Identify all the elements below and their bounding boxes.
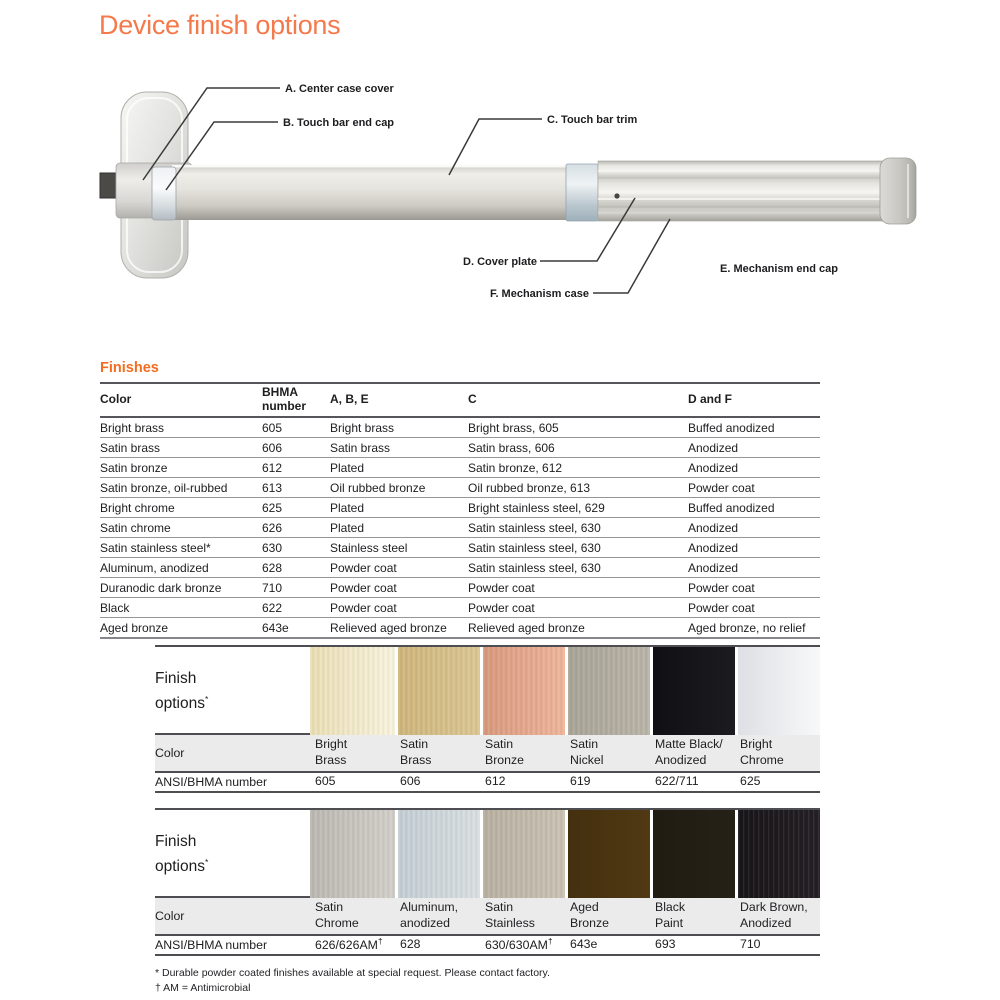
finish-options-table-2 [155, 808, 820, 956]
ansi-row-label: ANSI/BHMA number [155, 938, 268, 952]
finish-cell: 622 [262, 598, 330, 618]
finish-cell: Satin brass, 606 [468, 438, 688, 458]
finish-cell: Anodized [688, 538, 820, 558]
ansi-value: 628 [400, 937, 421, 951]
color-name-row [155, 896, 820, 934]
swatch-name: Satin Brass [400, 737, 432, 767]
finish-cell: Bright brass [330, 417, 468, 438]
finish-options-label: Finish options* [155, 647, 310, 733]
finish-cell: Bright brass [100, 417, 262, 438]
color-swatch [480, 810, 565, 898]
column-header-bhma: BHMA number [262, 383, 330, 417]
ansi-value: 622/711 [655, 774, 699, 788]
finish-cell: Anodized [688, 438, 820, 458]
color-swatch [735, 810, 820, 898]
diagram-label-mechanism-case: F. Mechanism case [489, 288, 589, 300]
ansi-number-row [155, 771, 820, 793]
finish-cell: Satin chrome [100, 518, 262, 538]
finish-cell: Powder coat [330, 558, 468, 578]
finish-cell: Bright chrome [100, 498, 262, 518]
finish-cell: Bright brass, 605 [468, 417, 688, 438]
finish-cell: 628 [262, 558, 330, 578]
color-swatch [735, 647, 820, 735]
color-swatch [650, 810, 735, 898]
finish-cell: Powder coat [468, 578, 688, 598]
finishes-heading: Finishes [100, 360, 159, 376]
swatch-name: Dark Brown, Anodized [740, 900, 808, 930]
finish-cell: Satin brass [100, 438, 262, 458]
diagram-label-touch-bar-trim: C. Touch bar trim [547, 114, 638, 126]
color-name-row [155, 733, 820, 771]
mechanism-end-cap [880, 158, 916, 224]
finish-cell: Powder coat [330, 578, 468, 598]
finish-cell: Powder coat [688, 478, 820, 498]
finish-cell: Relieved aged bronze [330, 618, 468, 639]
column-header-dandf: D and F [688, 383, 820, 417]
finish-cell: Relieved aged bronze [468, 618, 688, 639]
column-header-color: Color [100, 383, 262, 417]
touch-bar-end-cap [152, 167, 176, 220]
ansi-value: 619 [570, 774, 591, 788]
color-swatch [310, 810, 395, 898]
finishes-header-row [100, 383, 820, 417]
footnote-antimicrobial: † AM = Antimicrobial [155, 982, 251, 995]
device-diagram [0, 0, 1000, 340]
finish-cell: Duranodic dark bronze [100, 578, 262, 598]
touch-bar [172, 165, 572, 220]
swatch-name: Satin Bronze [485, 737, 524, 767]
finishes-table [100, 382, 820, 639]
footnote-marker: * [204, 856, 209, 867]
finish-cell: 643e [262, 618, 330, 639]
color-swatch [480, 647, 565, 735]
ansi-value: 626/626AM† [315, 935, 383, 953]
finish-cell: Aged bronze, no relief [688, 618, 820, 639]
ansi-value: 710 [740, 937, 761, 951]
swatch-band [155, 808, 820, 896]
column-header-c: C [468, 383, 688, 417]
color-swatch [395, 647, 480, 735]
finish-options-table-1 [155, 645, 820, 793]
finish-cell: Satin bronze, 612 [468, 458, 688, 478]
finish-cell: Black [100, 598, 262, 618]
finish-cell: Powder coat [330, 598, 468, 618]
ansi-value: 612 [485, 774, 506, 788]
leader-line-f [593, 219, 670, 293]
finish-cell: Bright stainless steel, 629 [468, 498, 688, 518]
finish-cell: Satin stainless steel, 630 [468, 558, 688, 578]
finish-cell: Plated [330, 458, 468, 478]
finish-cell: Oil rubbed bronze, 613 [468, 478, 688, 498]
footnote-marker: * [204, 693, 209, 704]
column-header-abe: A, B, E [330, 383, 468, 417]
finish-cell: Satin stainless steel* [100, 538, 262, 558]
color-row-label: Color [155, 746, 185, 760]
ansi-value: 693 [655, 937, 676, 951]
color-row-label: Color [155, 909, 185, 923]
finish-row [100, 478, 820, 498]
swatch-name: Aluminum, anodized [400, 900, 459, 930]
finish-cell: 710 [262, 578, 330, 598]
finish-cell: Anodized [688, 458, 820, 478]
ansi-value: 625 [740, 774, 761, 788]
exit-device-illustration [100, 92, 916, 278]
ansi-number-row [155, 934, 820, 956]
finish-cell: Aged bronze [100, 618, 262, 639]
finishes-section [100, 360, 820, 639]
color-swatch [650, 647, 735, 735]
swatch-name: Black Paint [655, 900, 686, 930]
finish-cell: 612 [262, 458, 330, 478]
finish-options-label: Finish options* [155, 810, 310, 896]
swatch-name: Aged Bronze [570, 900, 609, 930]
finish-cell: Stainless steel [330, 538, 468, 558]
finish-cell: 626 [262, 518, 330, 538]
diagram-label-mechanism-end-cap: E. Mechanism end cap [720, 263, 838, 275]
ansi-row-label: ANSI/BHMA number [155, 775, 268, 789]
color-swatch [395, 810, 480, 898]
ansi-value: 605 [315, 774, 336, 788]
screw-dot [614, 193, 619, 198]
finish-row [100, 598, 820, 618]
diagram-label-center-case-cover: A. Center case cover [285, 83, 394, 95]
swatch-name: Bright Chrome [740, 737, 784, 767]
ansi-value: 630/630AM† [485, 935, 553, 953]
color-swatch [565, 647, 650, 735]
finish-cell: Powder coat [468, 598, 688, 618]
finish-row [100, 458, 820, 478]
finish-row [100, 618, 820, 639]
color-swatch [565, 810, 650, 898]
finish-cell: Anodized [688, 518, 820, 538]
finish-cell: Satin bronze, oil-rubbed [100, 478, 262, 498]
finish-cell: Satin bronze [100, 458, 262, 478]
footnotes [155, 966, 550, 996]
swatch-name: Matte Black/ Anodized [655, 737, 723, 767]
finish-row [100, 578, 820, 598]
diagram-label-cover-plate: D. Cover plate [463, 256, 537, 268]
ansi-value: 606 [400, 774, 421, 788]
finish-cell: Oil rubbed bronze [330, 478, 468, 498]
swatch-name: Satin Nickel [570, 737, 604, 767]
finish-cell: Powder coat [688, 598, 820, 618]
finish-row [100, 438, 820, 458]
finish-row [100, 498, 820, 518]
finish-row [100, 518, 820, 538]
finish-cell: Plated [330, 498, 468, 518]
finish-cell: Powder coat [688, 578, 820, 598]
finish-row [100, 417, 820, 438]
page-title: Device finish options [99, 10, 341, 40]
color-swatch [310, 647, 395, 735]
finish-cell: Buffed anodized [688, 498, 820, 518]
finish-cell: Satin stainless steel, 630 [468, 538, 688, 558]
finish-cell: 606 [262, 438, 330, 458]
finish-cell: 630 [262, 538, 330, 558]
touch-bar-highlight [172, 165, 572, 168]
diagram-label-touch-bar-end-cap: B. Touch bar end cap [283, 117, 395, 129]
ansi-value: 643e [570, 937, 598, 951]
swatch-name: Satin Stainless [485, 900, 535, 930]
footnote-powder-coat: * Durable powder coated finishes available at special request. Please contact factory. [155, 967, 550, 979]
footnote-marker: † [377, 935, 383, 946]
finish-cell: Satin brass [330, 438, 468, 458]
finish-cell: Aluminum, anodized [100, 558, 262, 578]
finish-cell: Satin stainless steel, 630 [468, 518, 688, 538]
finish-row [100, 558, 820, 578]
finish-cell: Plated [330, 518, 468, 538]
finish-row [100, 538, 820, 558]
mechanism-case [598, 161, 884, 221]
finish-cell: 605 [262, 417, 330, 438]
latch-bolt [100, 173, 118, 198]
cover-plate [566, 164, 598, 221]
finish-cell: 613 [262, 478, 330, 498]
swatch-name: Satin Chrome [315, 900, 359, 930]
footnote-marker: † [547, 935, 553, 946]
swatch-name: Bright Brass [315, 737, 348, 767]
finish-cell: 625 [262, 498, 330, 518]
finish-cell: Buffed anodized [688, 417, 820, 438]
swatch-band [155, 645, 820, 733]
finish-cell: Anodized [688, 558, 820, 578]
